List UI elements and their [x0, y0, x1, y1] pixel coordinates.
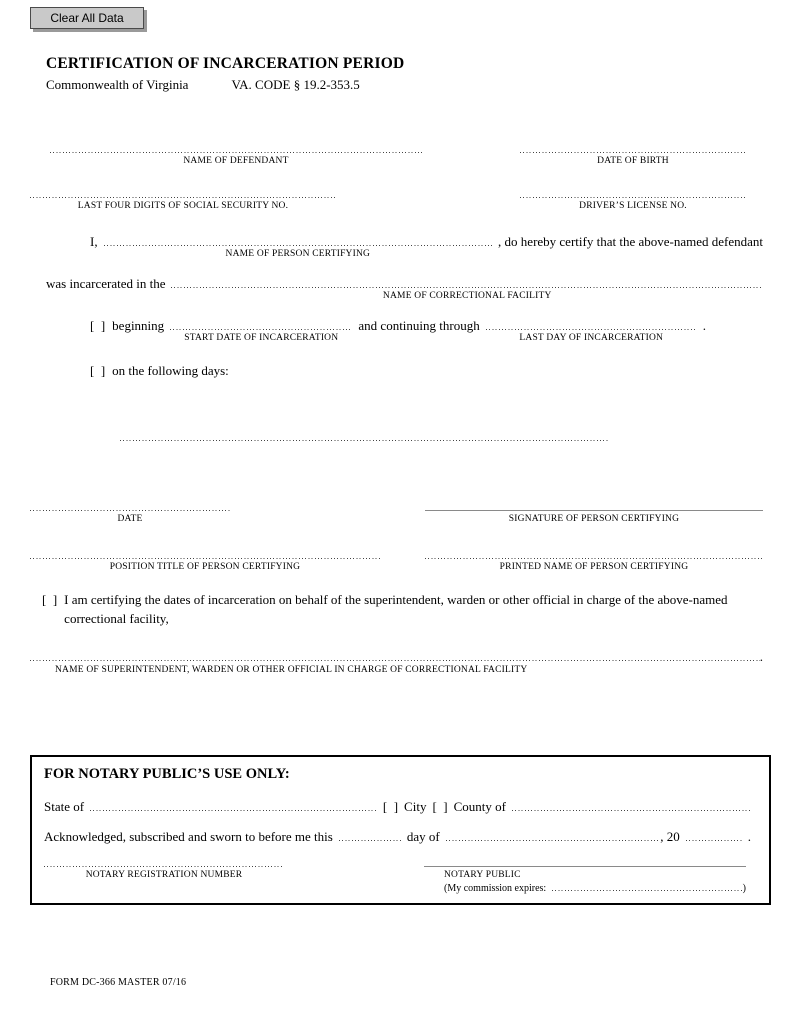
- code-reference: VA. CODE § 19.2-353.5: [231, 77, 360, 92]
- behalf-row: [42, 590, 763, 628]
- form-title: CERTIFICATION OF INCARCERATION PERIOD: [46, 55, 405, 72]
- notary-acknowledged-row: [44, 828, 751, 845]
- superintendent-name-field[interactable]: [30, 648, 760, 661]
- year-field[interactable]: [686, 828, 742, 841]
- i-prefix: I,: [90, 234, 98, 249]
- commission-prefix: (My commission expires:: [444, 883, 547, 894]
- license-group: [520, 185, 746, 211]
- beginning-checkbox[interactable]: [ ]: [90, 318, 106, 333]
- registration-number-field[interactable]: [44, 854, 284, 867]
- date-label: DATE: [117, 514, 143, 524]
- certifier-name-field[interactable]: [104, 233, 492, 259]
- commonwealth-text: Commonwealth of Virginia: [46, 77, 189, 92]
- day-of-text: day of: [406, 829, 440, 844]
- clear-all-data-button[interactable]: Clear All Data: [30, 7, 144, 29]
- facility-name-field[interactable]: [171, 275, 763, 301]
- superintendent-row: [30, 648, 763, 665]
- registration-group: [44, 854, 284, 880]
- notary-state-row: [44, 798, 751, 815]
- notary-public-label: NOTARY PUBLIC: [444, 870, 521, 880]
- position-group: [30, 546, 380, 572]
- form-subtitle: [46, 77, 360, 93]
- behalf-text: I am certifying the dates of incarceration on behalf of the superintendent, warden or other official in charge of the above-named correctional facility,: [64, 592, 728, 626]
- following-days-checkbox[interactable]: [ ]: [90, 363, 106, 378]
- ssn-field[interactable]: [30, 185, 336, 198]
- signature-line: [425, 498, 763, 511]
- signature-group: [425, 498, 763, 524]
- position-title-field[interactable]: [30, 546, 380, 559]
- facility-name-label: NAME OF CORRECTIONAL FACILITY: [382, 291, 552, 301]
- defendant-name-field[interactable]: [50, 140, 422, 153]
- period-end-dot: .: [702, 318, 706, 333]
- end-date-label: LAST DAY OF INCARCERATION: [519, 333, 664, 343]
- start-date-label: START DATE OF INCARCERATION: [184, 333, 339, 343]
- period-row: [90, 317, 706, 343]
- behalf-checkbox[interactable]: [ ]: [42, 592, 58, 607]
- acknowledged-text: Acknowledged, subscribed and sworn to before me this: [44, 829, 333, 844]
- incarcerated-prefix: was incarcerated in the: [46, 276, 166, 291]
- printed-name-group: [425, 546, 763, 572]
- beginning-text: beginning: [112, 318, 165, 333]
- position-title-label: POSITION TITLE OF PERSON CERTIFYING: [109, 562, 301, 572]
- certify-row: [90, 233, 763, 259]
- certifier-name-label: NAME OF PERSON CERTIFYING: [225, 249, 371, 259]
- ssn-label: LAST FOUR DIGITS OF SOCIAL SECURITY NO.: [77, 201, 289, 211]
- form-id-text: FORM DC-366 MASTER 07/16: [50, 977, 187, 988]
- county-checkbox[interactable]: [ ]: [432, 799, 448, 814]
- commission-suffix: ): [742, 883, 746, 894]
- dob-field[interactable]: [520, 140, 746, 153]
- state-field[interactable]: [90, 798, 377, 811]
- superintendent-end-dot: .: [759, 649, 763, 664]
- ssn-group: [30, 185, 336, 211]
- printed-name-label: PRINTED NAME OF PERSON CERTIFYING: [499, 562, 689, 572]
- following-days-text: on the following days:: [112, 363, 229, 378]
- month-field[interactable]: [446, 828, 661, 841]
- start-date-field[interactable]: [170, 317, 352, 343]
- facility-row: [46, 275, 763, 301]
- days-field[interactable]: [120, 428, 608, 441]
- state-prefix: State of: [44, 799, 85, 814]
- defendant-name-label: NAME OF DEFENDANT: [183, 156, 289, 166]
- notary-title: FOR NOTARY PUBLIC’S USE ONLY:: [44, 766, 290, 782]
- day-field[interactable]: [339, 828, 401, 841]
- superintendent-label: NAME OF SUPERINTENDENT, WARDEN OR OTHER OFFICIAL IN CHARGE OF CORRECTIONAL FACILITY: [55, 665, 528, 675]
- following-days-row: [90, 363, 229, 379]
- date-group: [30, 498, 230, 524]
- notary-public-line: [424, 854, 746, 867]
- county-name-field[interactable]: [512, 798, 751, 811]
- county-text: County of: [453, 799, 506, 814]
- dob-group: [520, 140, 746, 166]
- notary-section: [30, 755, 771, 905]
- city-checkbox[interactable]: [ ]: [382, 799, 399, 814]
- city-text: City: [404, 799, 427, 814]
- notary-public-group: [424, 854, 746, 894]
- continuing-text: and continuing through: [358, 318, 480, 333]
- date-field[interactable]: [30, 498, 230, 511]
- commission-row: [424, 881, 746, 894]
- defendant-name-group: [50, 140, 422, 166]
- end-date-field[interactable]: [486, 317, 697, 343]
- registration-label: NOTARY REGISTRATION NUMBER: [85, 870, 243, 880]
- certify-suffix: , do hereby certify that the above-named defendant: [498, 234, 763, 249]
- license-label: DRIVER’S LICENSE NO.: [579, 201, 687, 211]
- license-field[interactable]: [520, 185, 746, 198]
- printed-name-field[interactable]: [425, 546, 763, 559]
- ack-end-dot: .: [747, 829, 751, 844]
- commission-expiry-field[interactable]: [552, 881, 742, 891]
- signature-label: SIGNATURE OF PERSON CERTIFYING: [508, 514, 680, 524]
- year-prefix: , 20: [660, 829, 680, 844]
- dob-label: DATE OF BIRTH: [597, 156, 669, 166]
